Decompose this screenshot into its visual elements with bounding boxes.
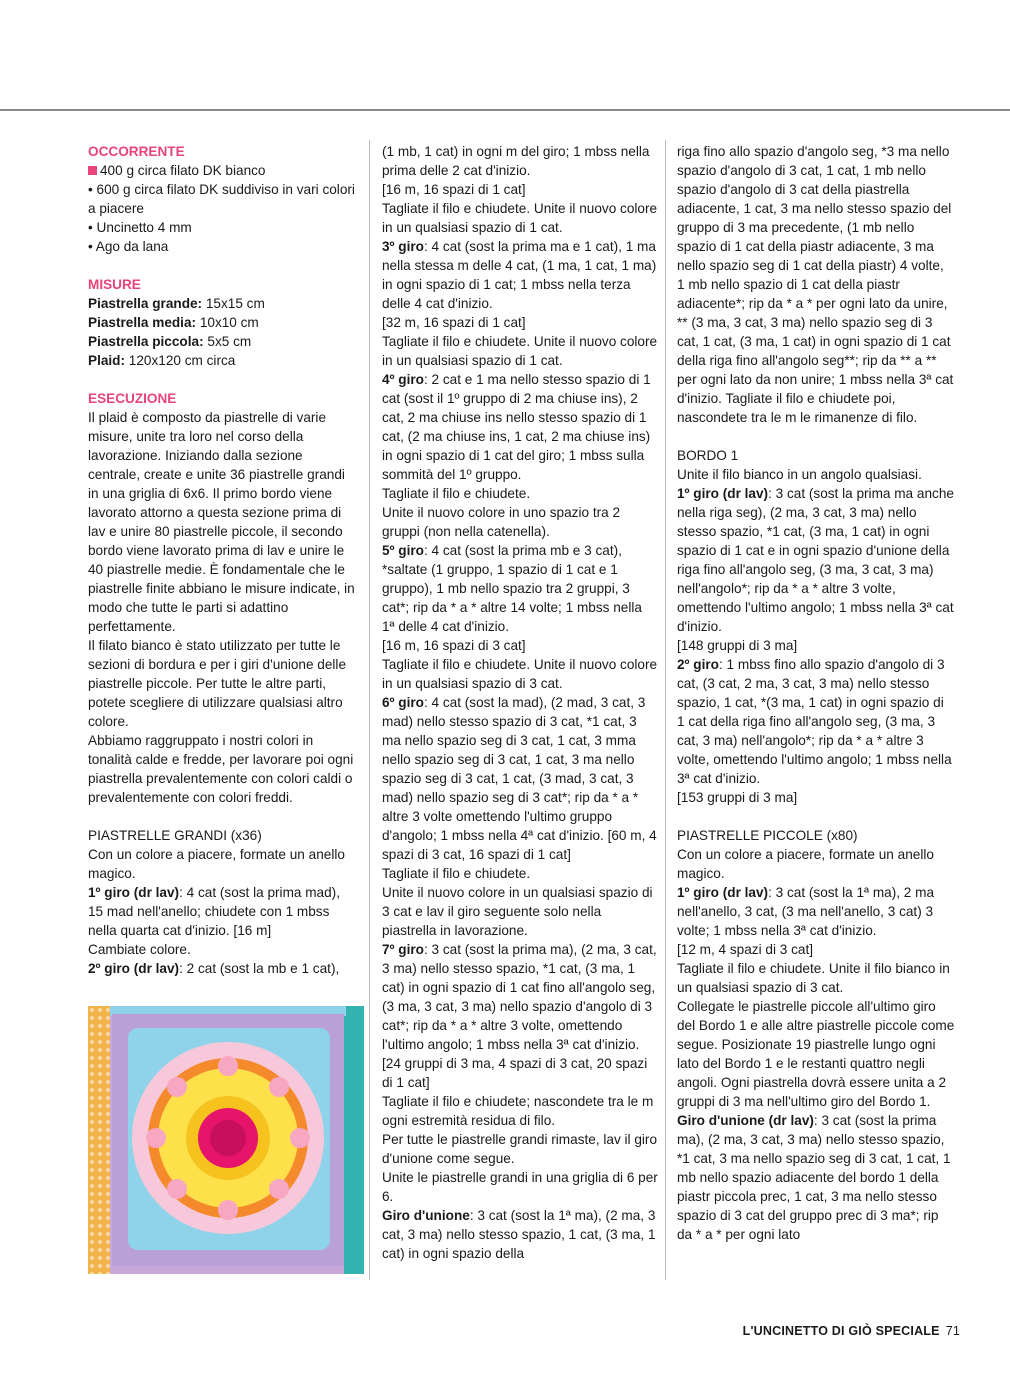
paragraph: Il plaid è composto da piastrelle di varie misure, unite tra loro nel corso della lavorazione. Iniziando dalla sezione centrale, create e unite 36 piastrelle grandi in una griglia di 6x6. Il primo bordo viene lavorato attorno a questa sezione prima di lav e unire 80 piastrelle piccole, il secondo bordo viene lavorato prima di lav e unire le 40 piastrelle medie. È fondamentale che le piastrelle finite abbiano le misure indicate, in modo che tutte le parti si adattino perfettamente. (88, 410, 355, 634)
pink-square-bullet-icon (88, 166, 97, 175)
paragraph: Tagliate il filo e chiudete. Unite il nuovo colore in un qualsiasi spazio di 1 cat. (382, 201, 658, 235)
section-title-esecuzione: ESECUZIONE (88, 391, 177, 406)
paragraph: Collegate le piastrelle piccole all'ultimo giro del Bordo 1 e alle altre piastrelle piccole come segue. Posizionate 19 piastrelle lungo ogni lato del Bordo 1 e le restanti quattro negli angoli. Ogni piastrella dovrà essere unita a 2 gruppi di 3 ma nell'ultimo giro del Bordo 1. (677, 999, 955, 1109)
round-instruction: 1º giro (dr lav): 3 cat (sost la 1ª ma), 2 ma nell'anello, 3 cat, (3 ma nell'anello, 3 cat) 3 volte; 1 mbss nella 3ª cat d'inizio. (677, 885, 935, 938)
subsection-title: BORDO 1 (677, 448, 739, 463)
round-instruction: 1º giro (dr lav): 4 cat (sost la prima mad), 15 mad nell'anello; chiudete con 1 mbss nella quarta cat d'inizio. [16 m] (88, 885, 340, 938)
paragraph: Il filato bianco è stato utilizzato per tutte le sezioni di bordura e per i giri d'unione delle piastrelle piccole. Per tutte le altre parti, potete scegliere di utilizzare qualsiasi altro colore. (88, 638, 347, 729)
paragraph: riga fino allo spazio d'angolo seg, *3 ma nello spazio d'angolo di 3 cat, 1 cat, 1 mb nello spazio d'angolo di 3 cat della piastrella adiacente, 1 cat, 3 ma nello stesso spazio del gruppo di 3 ma precedente, (1 mb nello spazio di 1 cat della piastr adiacente, 3 ma nello spazio seg di 1 cat della piastr) 4 volte, 1 mb nello spazio di 1 cat della piastr adiacente*; rip da * a * per ogni lato da unire, ** (3 ma, 3 cat, 3 ma) nello spazio seg di 3 cat, 1 cat, (3 ma, 1 cat) in ogni spazio di 1 cat della riga fino all'angolo seg**; rip da ** a ** per ogni lato da non unire; 1 mbss nella 3ª cat d'inizio. Tagliate il filo e chiudete poi, nascondete tra le m le rimanenze di filo. (677, 144, 954, 425)
column-divider (665, 140, 666, 1280)
subsection-title: PIASTRELLE PICCOLE (x80) (677, 828, 858, 843)
round-instruction: Giro d'unione: 3 cat (sost la 1ª ma), (2 ma, 3 cat, 3 ma) nello stesso spazio, 1 cat, (3 ma, 1 cat) in ogni spazio della (382, 1208, 656, 1261)
paragraph: Con un colore a piacere, formate un anello magico. (677, 847, 934, 881)
stitch-count: [16 m, 16 spazi di 1 cat] (382, 182, 526, 197)
paragraph: Unite il filo bianco in un angolo qualsiasi. (677, 467, 922, 482)
stitch-count: [32 m, 16 spazi di 1 cat] (382, 315, 526, 330)
round-instruction: 6º giro: 4 cat (sost la mad), (2 mad, 3 cat, 3 mad) nello stesso spazio di 3 cat, *1 cat, 3 ma nello spazio seg di 3 cat, 1 cat, 3 mma nello spazio seg di 3 cat, 1 cat, 3 ma nello spazio seg di 3 cat, 1 cat, (3 mad, 3 cat, 3 mad) nello spazio seg di 3 cat*; rip da * a * altre 3 volte omettendo l'ultimo gruppo d'angolo; 1 mbss nella 4ª cat d'inizio. [60 m, 4 spazi di 3 cat, 16 spazi di 1 cat] (382, 695, 657, 862)
stitch-count: [153 gruppi di 3 ma] (677, 790, 798, 805)
stitch-count: [16 m, 16 spazi di 3 cat] (382, 638, 526, 653)
page-number: 71 (945, 1324, 960, 1338)
column-divider (369, 140, 370, 1280)
round-instruction: Giro d'unione (dr lav): 3 cat (sost la prima ma), (2 ma, 3 cat, 3 ma) nello stesso spazio, *1 cat, 3 ma nello spazio seg di 3 cat, 1 cat, 1 mb nello spazio adiacente del bordo 1 della piastr piccola prec, 1 cat, 3 ma nello stesso spazio di 3 cat del gruppo prec di 3 ma*; rip da * a * per ogni lato (677, 1113, 951, 1242)
crochet-tile-illustration (88, 1006, 364, 1274)
section-title-occorrente: OCCORRENTE (88, 144, 185, 159)
column-3 (677, 142, 955, 1244)
materials-item: • 600 g circa filato DK suddiviso in vari colori a piacere (88, 182, 355, 216)
paragraph: Tagliate il filo e chiudete. Unite il nuovo colore in un qualsiasi spazio di 3 cat. (382, 657, 658, 691)
section-title-misure: MISURE (88, 277, 141, 292)
materials-item: • Ago da lana (88, 239, 169, 254)
paragraph: Tagliate il filo e chiudete. (382, 486, 531, 501)
round-instruction: 3º giro: 4 cat (sost la prima ma e 1 cat), 1 ma nella stessa m delle 4 cat, (1 ma, 1 cat, 1 ma) in ogni spazio di 1 cat; 1 mbss nella terza delle 4 cat d'inizio. (382, 239, 657, 311)
header-rule (0, 109, 1010, 111)
paragraph: Unite le piastrelle grandi in una griglia di 6 per 6. (382, 1170, 658, 1204)
stitch-count: [148 gruppi di 3 ma] (677, 638, 798, 653)
measure-line: Piastrella media: 10x10 cm (88, 315, 259, 330)
materials-item: • Uncinetto 4 mm (88, 220, 192, 235)
round-instruction: 2º giro: 1 mbss fino allo spazio d'angolo di 3 cat, (3 cat, 2 ma, 3 cat, 3 ma) nello stesso spazio, 1 cat, *(3 ma, 1 cat) in ogni spazio di 1 cat della riga fino all'angolo seg, (3 ma, 3 cat, 3 ma) nell'angolo*; rip da * a * altre 3 volte, omettendo l'ultimo angolo; 1 mbss nella 3ª cat d'inizio. (677, 657, 952, 786)
page-footer (743, 1324, 960, 1338)
measure-line: Plaid: 120x120 cm circa (88, 353, 236, 368)
column-1 (88, 142, 356, 978)
magazine-name: L'UNCINETTO DI GIÒ SPECIALE (742, 1324, 940, 1338)
round-instruction: 7º giro: 3 cat (sost la prima ma), (2 ma, 3 cat, 3 ma) nello stesso spazio, *1 cat, (3 ma, 1 cat) in ogni spazio di 1 cat fino all'angolo seg, (3 ma, 3 cat, 3 ma) nello spazio d'angolo di 3 cat*; rip da * a * altre 3 volte, omettendo l'ultimo angolo; 1 mbss nella 3ª cat d'inizio. [24 gruppi di 3 ma, 4 spazi di 3 cat, 20 spazi di 1 cat] (382, 942, 657, 1090)
paragraph: Tagliate il filo e chiudete. Unite il nuovo colore in un qualsiasi spazio di 1 cat. (382, 334, 658, 368)
paragraph: Tagliate il filo e chiudete. Unite il filo bianco in un qualsiasi spazio di 3 cat. (677, 961, 950, 995)
round-instruction: 1º giro (dr lav): 3 cat (sost la prima ma anche nella riga seg), (2 ma, 3 cat, 3 ma) nello stesso spazio, *1 cat, (3 ma, 1 cat) in ogni spazio di 1 cat e in ogni spazio d'unione della riga fino all'angolo seg, (3 ma, 3 cat, 3 ma) nell'angolo*; rip da * a * altre 3 volte, omettendo l'ultimo angolo; 1 mbss nella 3ª cat d'inizio. (677, 486, 954, 634)
paragraph: Unite il nuovo colore in uno spazio tra 2 gruppi (non nella catenella). (382, 505, 621, 539)
granny-square-photo (88, 1006, 364, 1274)
stitch-count: [12 m, 4 spazi di 3 cat] (677, 942, 814, 957)
paragraph: Tagliate il filo e chiudete; nascondete tra le m ogni estremità residua di filo. (382, 1094, 654, 1128)
round-instruction: 4º giro: 2 cat e 1 ma nello stesso spazio di 1 cat (sost il 1º gruppo di 2 ma chiuse ins), 2 cat, 2 ma chiuse ins nello stesso spazio di 1 cat, (2 ma chiuse ins, 1 cat, 2 ma chiuse ins) in ogni spazio di 1 cat del giro; 1 mbss sulla sommità del 1º gruppo. (382, 372, 651, 482)
measure-line: Piastrella grande: 15x15 cm (88, 296, 265, 311)
paragraph: Abbiamo raggruppato i nostri colori in tonalità calde e fredde, per lavorare poi ogni piastrella prevalentemente con colori caldi o prevalentemente con colori freddi. (88, 733, 354, 805)
round-instruction: 5º giro: 4 cat (sost la prima mb e 3 cat), *saltate (1 gruppo, 1 spazio di 1 cat e 1 gruppo), 1 mb nello spazio tra 2 gruppi, 3 cat*; rip da * a * altre 14 volte; 1 mbss nella 1ª delle 4 cat d'inizio. (382, 543, 642, 634)
column-2 (382, 142, 658, 1263)
paragraph: Per tutte le piastrelle grandi rimaste, lav il giro d'unione come segue. (382, 1132, 658, 1166)
paragraph: (1 mb, 1 cat) in ogni m del giro; 1 mbss nella prima delle 2 cat d'inizio. (382, 144, 650, 178)
paragraph: Cambiate colore. (88, 942, 191, 957)
paragraph: Tagliate il filo e chiudete. (382, 866, 531, 881)
paragraph: Unite il nuovo colore in un qualsiasi spazio di 3 cat e lav il giro seguente solo nella piastrella in lavorazione. (382, 885, 653, 938)
subsection-title: PIASTRELLE GRANDI (x36) (88, 828, 262, 843)
round-instruction: 2º giro (dr lav): 2 cat (sost la mb e 1 cat), (88, 961, 340, 976)
materials-item: 400 g circa filato DK bianco (88, 161, 356, 180)
measure-line: Piastrella piccola: 5x5 cm (88, 334, 252, 349)
paragraph: Con un colore a piacere, formate un anello magico. (88, 847, 345, 881)
